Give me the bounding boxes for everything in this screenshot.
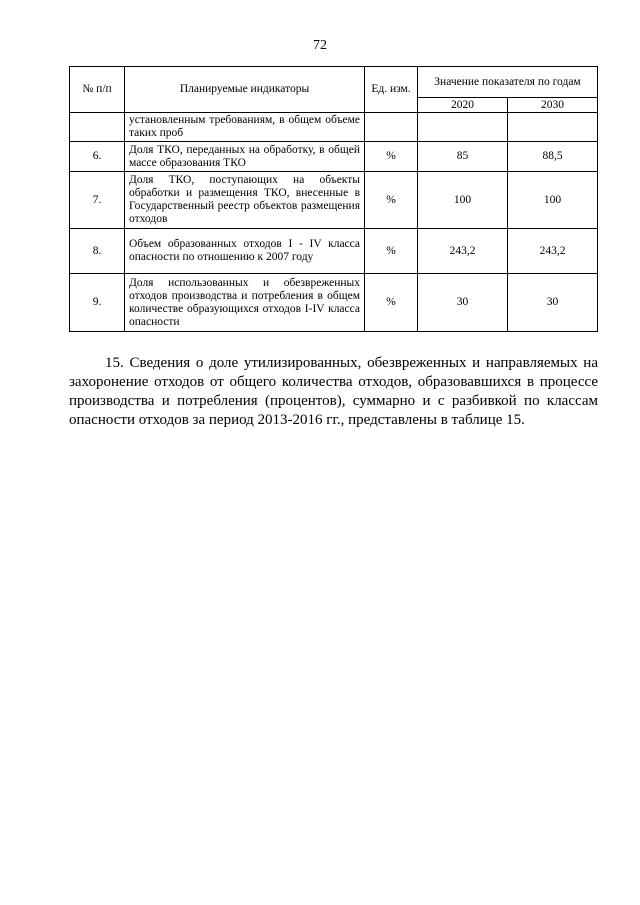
indicators-table <box>69 66 598 332</box>
table-row <box>70 142 598 172</box>
row-indicator: Объем образованных отходов I - IV класса опасности по отношению к 2007 году <box>125 229 365 274</box>
body-paragraph: 15. Сведения о доле утилизированных, обезвреженных и направляемых на захоронение отходов от общего количества отходов, образовавшихся в процессе производства и потребления (процентов), суммарно и с разбивкой по классам опасности отходов за период 2013-2016 гг., представлены в таблице 15. <box>69 355 598 428</box>
row-unit <box>365 113 418 142</box>
table-header-row <box>70 67 598 98</box>
header-year-2030: 2030 <box>508 98 598 113</box>
row-indicator: установленным требованиям, в общем объеме таких проб <box>125 113 365 142</box>
row-value-2020: 243,2 <box>418 229 508 274</box>
row-number: 9. <box>70 274 125 332</box>
row-unit: % <box>365 142 418 172</box>
row-value-2020: 30 <box>418 274 508 332</box>
row-unit: % <box>365 274 418 332</box>
row-indicator: Доля использованных и обезвреженных отходов производства и потребления в общем количестве образующихся отходов I-IV класса опасности <box>125 274 365 332</box>
table-row <box>70 274 598 332</box>
header-number: № п/п <box>70 67 125 113</box>
row-unit: % <box>365 229 418 274</box>
row-value-2030 <box>508 113 598 142</box>
row-indicator: Доля ТКО, переданных на обработку, в общей массе образования ТКО <box>125 142 365 172</box>
table-row <box>70 172 598 229</box>
row-value-2030: 100 <box>508 172 598 229</box>
header-year-2020: 2020 <box>418 98 508 113</box>
table-row <box>70 113 598 142</box>
row-value-2020: 85 <box>418 142 508 172</box>
row-unit: % <box>365 172 418 229</box>
body-text-block <box>69 354 598 430</box>
row-indicator: Доля ТКО, поступающих на объекты обработки и размещения ТКО, внесенные в Государственный реестр объектов размещения отходов <box>125 172 365 229</box>
row-value-2030: 88,5 <box>508 142 598 172</box>
table-row <box>70 229 598 274</box>
header-indicator: Планируемые индикаторы <box>125 67 365 113</box>
row-value-2030: 30 <box>508 274 598 332</box>
row-value-2020 <box>418 113 508 142</box>
header-value-group: Значение показателя по годам <box>418 67 598 98</box>
row-number <box>70 113 125 142</box>
row-value-2020: 100 <box>418 172 508 229</box>
row-number: 7. <box>70 172 125 229</box>
header-unit: Ед. изм. <box>365 67 418 113</box>
page-number: 72 <box>313 38 327 53</box>
row-number: 6. <box>70 142 125 172</box>
row-number: 8. <box>70 229 125 274</box>
row-value-2030: 243,2 <box>508 229 598 274</box>
